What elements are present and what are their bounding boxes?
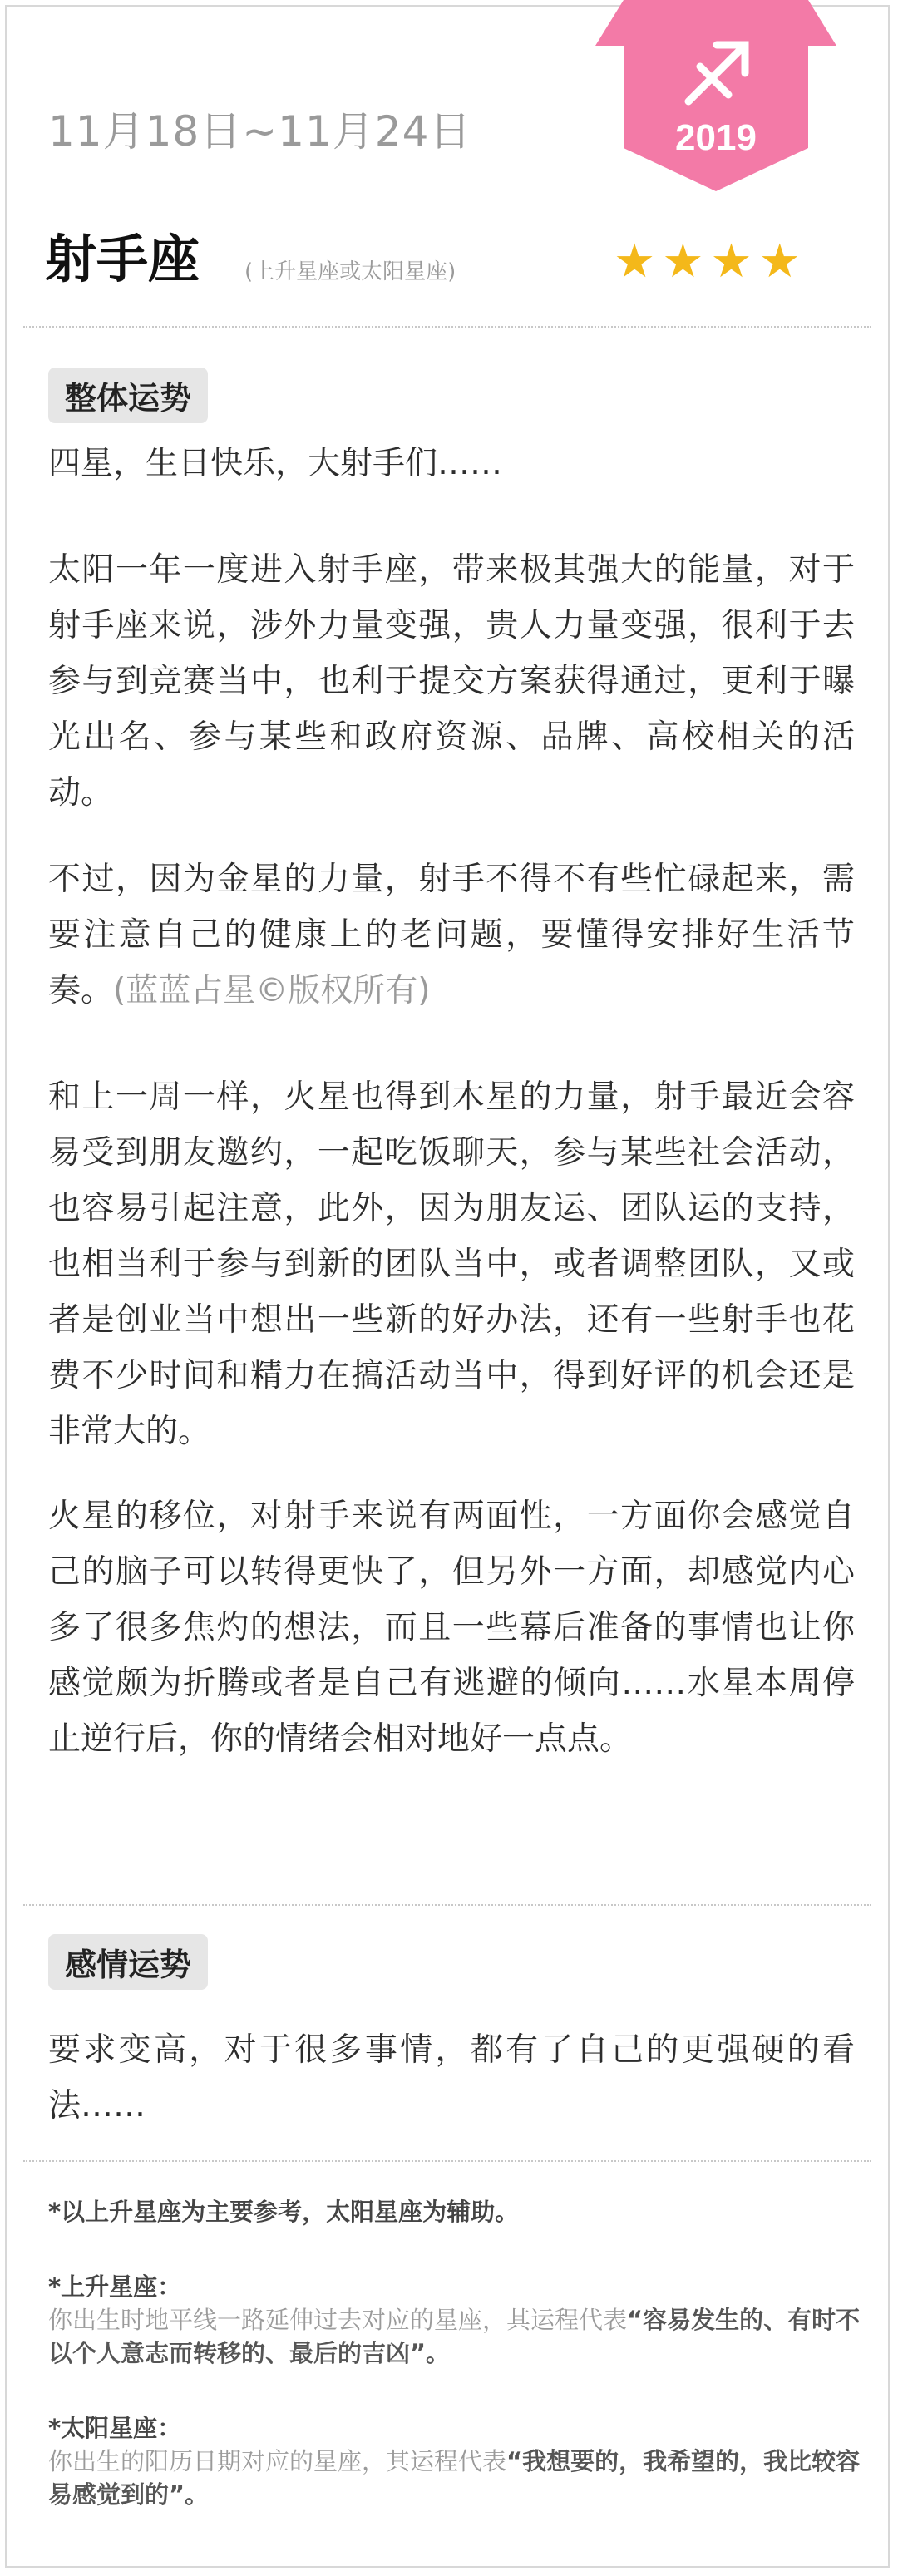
- copyright-credit: (蓝蓝占星©版权所有): [113, 972, 431, 1009]
- note-rising: [48, 2270, 863, 2370]
- note-sun: [48, 2411, 863, 2511]
- divider: [23, 1904, 871, 1906]
- overall-paragraph-4: 和上一周一样，火星也得到木星的力量，射手最近会容易受到朋友邀约，一起吃饭聊天，参与某些社会活动，也容易引起注意，此外，因为朋友运、团队运的支持，也相当利于参与到新的团队当中，或者调整团队，又或者是创业当中想出一些新的好办法，还有一些射手也花费不少时间和精力在搞活动当中，得到好评的机会还是非常大的。: [48, 1078, 855, 1450]
- note-sun-head: *太阳星座：: [48, 2414, 182, 2442]
- note-rising-head: *上升星座：: [48, 2273, 182, 2301]
- overall-paragraph-3: [48, 851, 855, 1019]
- sign-title: 射手座: [45, 229, 200, 289]
- note-rising-quote: “容易发生的、有时不以个人意志而转移的、最后的吉凶”。: [48, 2306, 861, 2367]
- overall-paragraph-3-text: 不过，因为金星的力量，射手不得不有些忙碌起来，需要注意自己的健康上的老问题，要懂得安排好生活节奏。: [48, 861, 855, 1009]
- divider: [23, 2160, 871, 2162]
- note-sun-text: 你出生的阳历日期对应的星座，其运程代表: [48, 2447, 507, 2475]
- overall-paragraph-1: 四星，生日快乐，大射手们……: [48, 445, 503, 482]
- badge-year: 2019: [675, 117, 757, 158]
- date-range: 11月18日~11月24日: [48, 107, 472, 155]
- love-paragraph-1: 要求变高，对于很多事情，都有了自己的更强硬的看法……: [48, 2031, 855, 2124]
- section-tag-overall: 整体运势: [48, 368, 208, 423]
- overall-paragraph-5: 火星的移位，对射手来说有两面性，一方面你会感觉自己的脑子可以转得更快了，但另外一方面，却感觉内心多了很多焦灼的想法，而且一些幕后准备的事情也让你感觉颇为折腾或者是自己有逃避的倾向……水星本周停止逆行后，你的情绪会相对地好一点点。: [48, 1498, 855, 1758]
- sign-note: (上升星座或太阳星座): [244, 259, 456, 284]
- divider: [23, 326, 871, 328]
- section-tag-love: 感情运势: [48, 1934, 208, 1990]
- note-main-text: *以上升星座为主要参考，太阳星座为辅助。: [48, 2198, 520, 2226]
- year-ribbon-badge: [595, 0, 836, 191]
- note-rising-text: 你出生时地平线一路延伸过去对应的星座，其运程代表: [48, 2306, 628, 2334]
- rating-stars: ★★★★: [614, 234, 807, 289]
- overall-paragraph-2: 太阳一年一度进入射手座，带来极其强大的能量，对于射手座来说，涉外力量变强，贵人力量变强，很利于去参与到竞赛当中，也利于提交方案获得通过，更利于曝光出名、参与某些和政府资源、品牌、高校相关的活动。: [48, 551, 855, 812]
- note-sun-quote: “我想要的，我希望的，我比较容易感觉到的”。: [48, 2447, 861, 2509]
- note-main: [48, 2195, 863, 2228]
